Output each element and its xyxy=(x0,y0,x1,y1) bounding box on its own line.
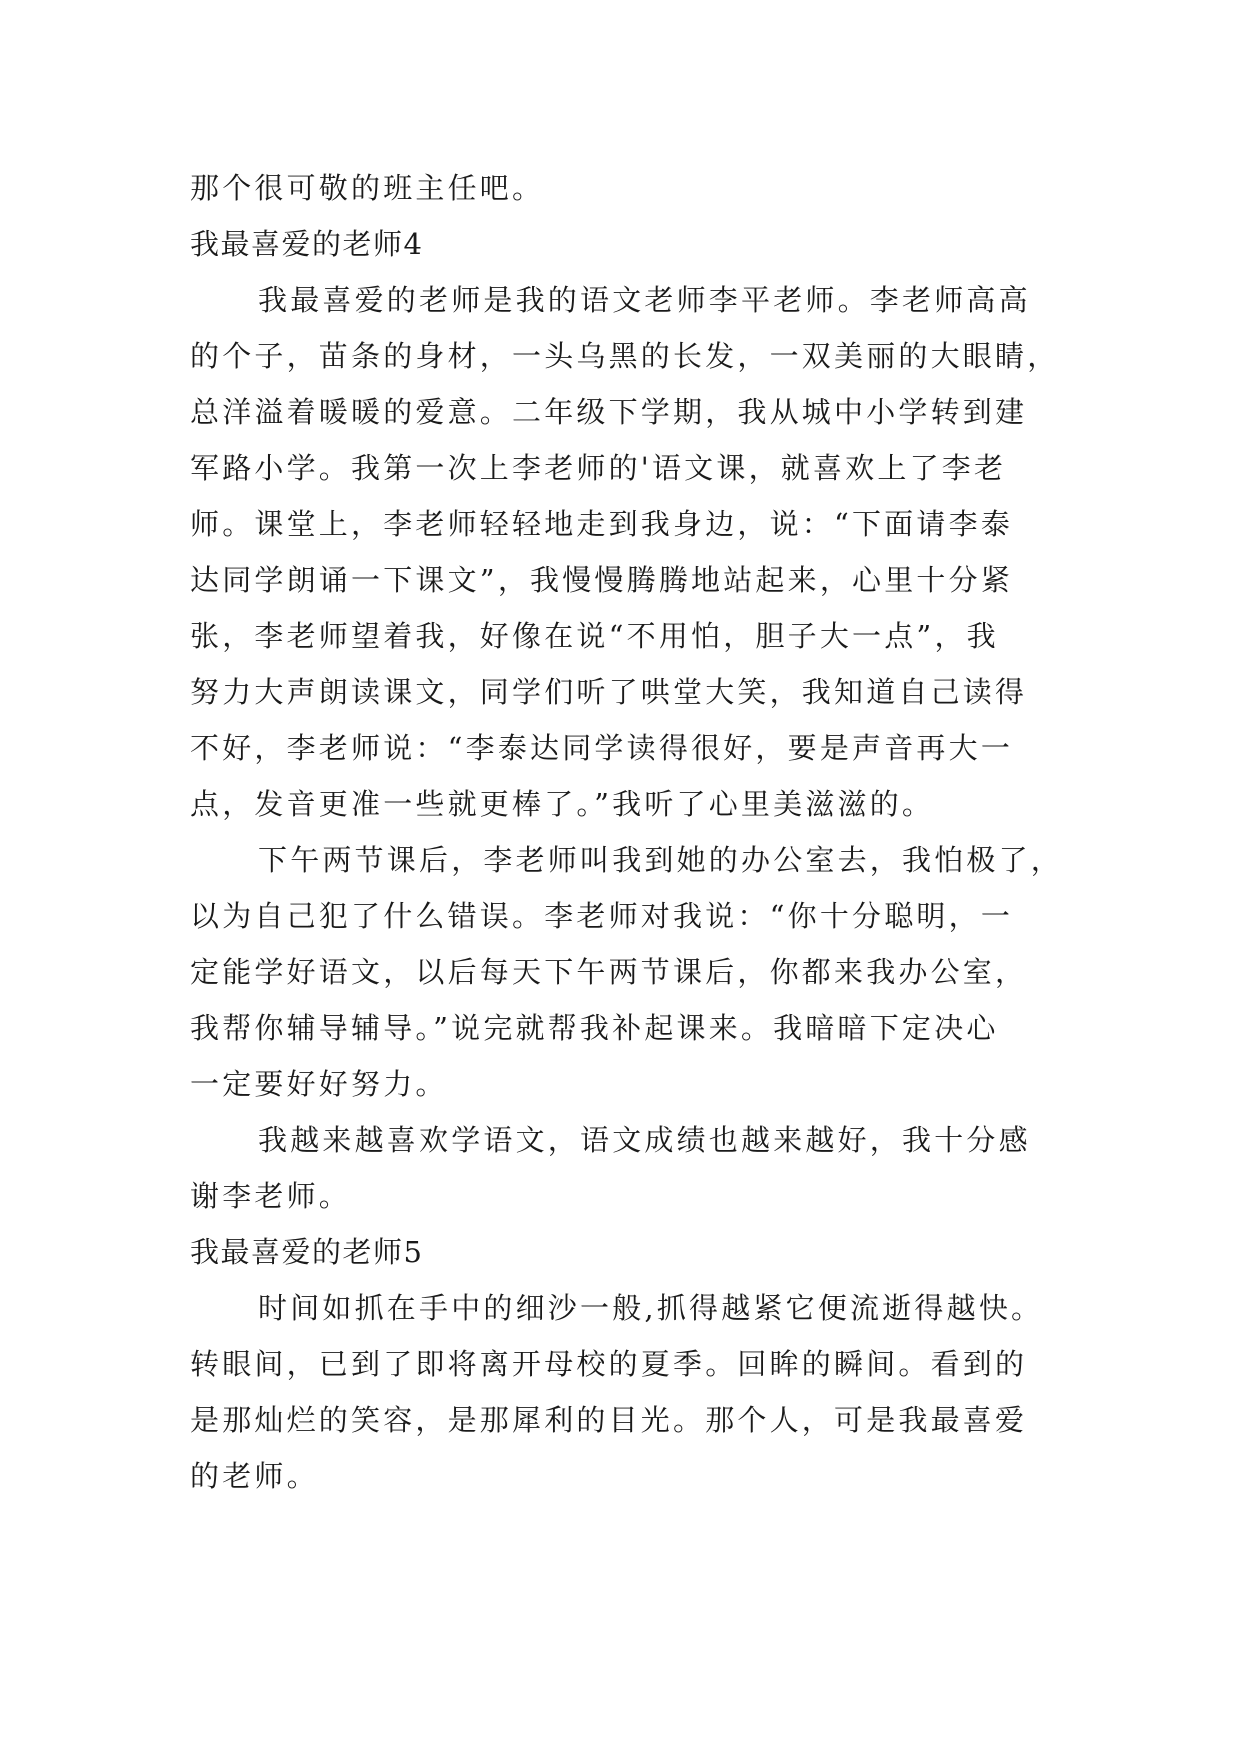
text-line: 时间如抓在手中的细沙一般,抓得越紧它便流逝得越快。 xyxy=(258,1291,1044,1325)
text-line: 那个很可敬的班主任吧。 xyxy=(190,171,545,205)
text-line: 谢李老师。 xyxy=(190,1179,352,1213)
text-line: 的个子，苗条的身材，一头乌黑的长发，一双美丽的大眼睛， xyxy=(190,339,1060,373)
text-line: 不好，李老师说：“李泰达同学读得很好，要是声音再大一 xyxy=(190,731,1014,765)
text-line: 达同学朗诵一下课文”，我慢慢腾腾地站起来，心里十分紧 xyxy=(190,563,1014,597)
text-line: 一定要好好努力。 xyxy=(190,1067,448,1101)
text-line: 努力大声朗读课文，同学们听了哄堂大笑，我知道自己读得 xyxy=(190,675,1028,709)
text-line: 张，李老师望着我，好像在说“不用怕，胆子大一点”，我 xyxy=(190,619,999,653)
text-line: 下午两节课后，李老师叫我到她的办公室去，我怕极了， xyxy=(258,843,1064,877)
text-line: 定能学好语文，以后每天下午两节课后，你都来我办公室， xyxy=(190,955,1028,989)
text-line: 我帮你辅导辅导。”说完就帮我补起课来。我暗暗下定决心 xyxy=(190,1011,999,1045)
text-line: 点，发音更准一些就更棒了。”我听了心里美滋滋的。 xyxy=(190,787,935,821)
text-line: 总洋溢着暖暖的爱意。二年级下学期，我从城中小学转到建 xyxy=(190,395,1028,429)
text-line: 师。课堂上，李老师轻轻地走到我身边，说：“下面请李泰 xyxy=(190,507,1014,541)
section-heading: 我最喜爱的老师4 xyxy=(190,227,424,261)
text-line: 我最喜爱的老师是我的语文老师李平老师。李老师高高 xyxy=(258,283,1031,317)
text-line: 是那灿烂的笑容，是那犀利的目光。那个人，可是我最喜爱 xyxy=(190,1403,1028,1437)
text-line: 的老师。 xyxy=(190,1459,319,1493)
text-line: 我越来越喜欢学语文，语文成绩也越来越好，我十分感 xyxy=(258,1123,1031,1157)
text-line: 军路小学。我第一次上李老师的'语文课，就喜欢上了李老 xyxy=(190,451,1007,485)
text-line: 转眼间，已到了即将离开母校的夏季。回眸的瞬间。看到的 xyxy=(190,1347,1028,1381)
text-line: 以为自己犯了什么错误。李老师对我说：“你十分聪明，一 xyxy=(190,899,1014,933)
section-heading: 我最喜爱的老师5 xyxy=(190,1235,424,1269)
